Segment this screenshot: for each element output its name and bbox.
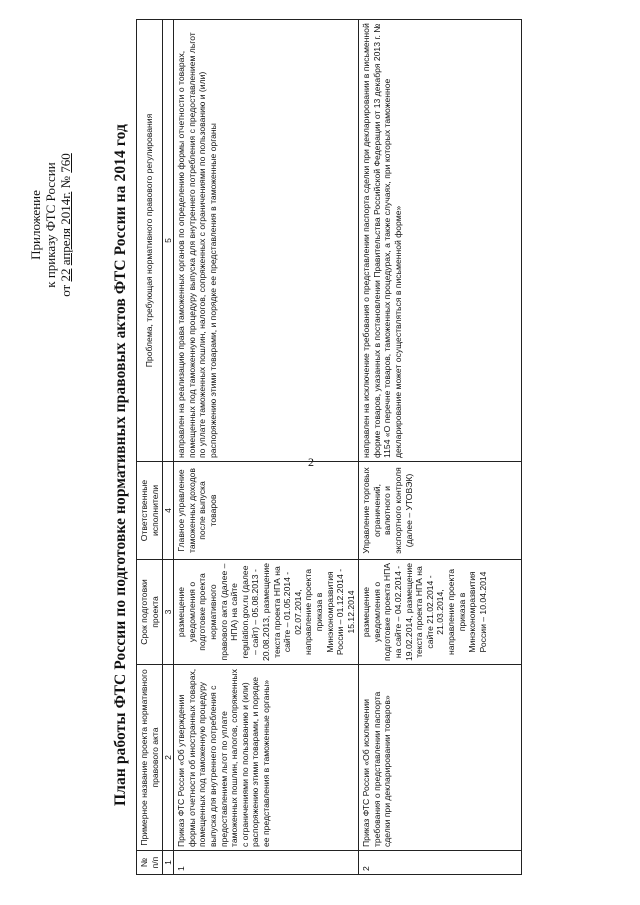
- document-title: План работы ФТС России по подготовке нормативных правовых актов ФТС России на 2014 год: [112, 124, 129, 806]
- column-number: 3: [163, 560, 174, 665]
- act-problem: направлен на исключение требования о представлении паспорта сделки при декларировании в письменной форме товаров, указанных в постановлении Правительства Российской Федерации от 13 декабря 2013 г. № 1154 «О перечне товаров, таможенных процедурах, а также случаях, при которых таможенное декларирование может осуществляться в письменной форме»: [359, 20, 522, 462]
- header-problem: Проблема, требующая нормативного правового регулирования: [137, 20, 163, 462]
- column-number: 4: [163, 462, 174, 560]
- appendix-line-3: [58, 115, 73, 335]
- row-number: 2: [359, 851, 522, 875]
- column-number: 5: [163, 20, 174, 462]
- table-header-row: [137, 20, 163, 875]
- plan-table: [136, 19, 522, 875]
- appendix-num-prefix: №: [58, 175, 73, 189]
- page-number: 2: [308, 455, 314, 469]
- act-problem: направлен на реализацию права таможенных органов по определению формы отчетности о товарах, помещенных под таможенную процедуру выпуска для внутреннего потребления с предоставлением льгот по уплате таможенных пошлин, налогов, сопряженных с ограничениями по пользованию и (или) распоряжению этими товарами, и порядке ее представления в таможенные органы: [174, 20, 359, 462]
- appendix-block: [28, 115, 73, 335]
- header-name: Примерное название проекта нормативного правового акта: [137, 665, 163, 851]
- act-name: Приказ ФТС России «Об утверждении формы отчетности об иностранных товарах, помещенных под таможенную процедуру выпуска для внутреннего потребления с предоставлением льгот по уплате таможенных пошлин, налогов, сопряженных с ограничениями по пользованию и (или) распоряжению этими товарами, и порядке ее представления в таможенные органы»: [174, 665, 359, 851]
- header-num: № п/п: [137, 851, 163, 875]
- appendix-num: 760: [58, 153, 73, 173]
- act-deadline: размещение уведомления о подготовке проекта нормативного правового акта (далее – НПА) на сайте regulation.gov.ru (далее – сайт) – 05.08.2013 - 20.08.2013, размещение текста проекта НПА на сайте – 01.05.2014 - 02.07.2014, направление проекта приказа в Минэкономразвития России – 01.12.2014 - 15.12.2014: [174, 560, 359, 665]
- act-executor: Главное управление таможенных доходов после выпуска товаров: [174, 462, 359, 560]
- act-name: Приказ ФТС России «Об исключении требования о представлении паспорта сделки при декларировании товаров»: [359, 665, 522, 851]
- appendix-month-year: апреля 2014г.: [58, 191, 73, 266]
- table-row: [174, 20, 359, 875]
- appendix-line-2: к приказу ФТС России: [43, 162, 58, 288]
- column-number: 1: [163, 851, 174, 875]
- appendix-line-1: Приложение: [28, 190, 43, 260]
- act-deadline: размещение уведомления о подготовке проекта НПА на сайте – 04.02.2014 - 19.02.2014, размещение текста проекта НПА на сайте 21.02.2014 - 21.03.2014, направление проекта приказа в Минэкономразвития России – 10.04.2014: [359, 560, 522, 665]
- appendix-day: 22: [58, 268, 73, 282]
- column-number-row: [163, 20, 174, 875]
- table-row: [359, 20, 522, 875]
- header-executor: Ответственные исполнители: [137, 462, 163, 560]
- appendix-date-prefix: от: [58, 284, 73, 297]
- header-deadline: Срок подготовки проекта: [137, 560, 163, 665]
- act-executor: Управление торговых ограничений, валютного и экспортного контроля (далее – УТОВЭК): [359, 462, 522, 560]
- row-number: 1: [174, 851, 359, 875]
- column-number: 2: [163, 665, 174, 851]
